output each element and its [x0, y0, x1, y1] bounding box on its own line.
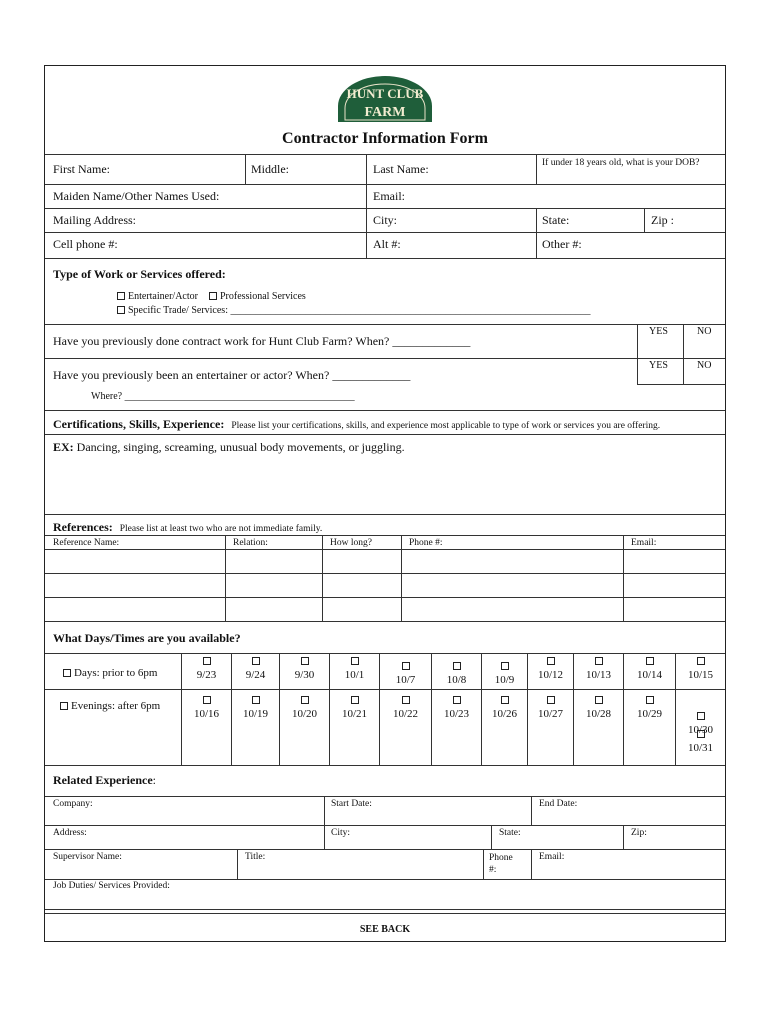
date-label-10-1: 10/1 [344, 669, 365, 681]
q2-where[interactable]: Where? ______________________________________________ [91, 391, 355, 402]
specific-trade-option [117, 305, 590, 316]
date-cell-10-19[interactable] [232, 696, 279, 720]
form-sheet [44, 65, 726, 942]
job-duties-field[interactable]: Job Duties/ Services Provided: [53, 881, 170, 891]
date-cell-10-1[interactable] [330, 657, 379, 681]
q1-no-option[interactable]: NO [697, 326, 712, 337]
job-phone-field[interactable] [489, 852, 513, 876]
date-checkbox-10-30[interactable] [697, 712, 705, 720]
see-back-note: SEE BACK [359, 924, 411, 935]
related-heading-colon: : [152, 773, 156, 787]
professional-checkbox[interactable] [209, 292, 217, 300]
date-cell-10-22[interactable] [380, 696, 431, 720]
entertainer-label: Entertainer/Actor [128, 291, 198, 302]
date-checkbox-10-9[interactable] [501, 662, 509, 670]
date-checkbox-10-26[interactable] [501, 696, 509, 704]
job-zip-field[interactable]: Zip: [631, 828, 647, 838]
references-instructions: Please list at least two who are not immediate family. [119, 524, 323, 534]
cert-example[interactable] [53, 440, 405, 455]
professional-label: Professional Services [219, 291, 306, 302]
date-label-10-16: 10/16 [193, 708, 220, 720]
related-experience-heading [53, 773, 156, 788]
date-checkbox-10-7[interactable] [402, 662, 410, 670]
end-date-field[interactable]: End Date: [539, 799, 578, 809]
ref-col-name: Reference Name: [53, 538, 120, 548]
entertainer-checkbox[interactable] [117, 292, 125, 300]
job-email-field[interactable]: Email: [539, 852, 565, 862]
date-cell-10-26[interactable] [482, 696, 527, 720]
date-checkbox-10-22[interactable] [402, 696, 410, 704]
job-phone-label-1: Phone [489, 853, 513, 863]
date-label-10-23: 10/23 [443, 708, 470, 720]
date-checkbox-10-23[interactable] [453, 696, 461, 704]
start-date-field[interactable]: Start Date: [331, 799, 372, 809]
date-cell-10-15[interactable] [676, 657, 725, 681]
first-name-field[interactable]: First Name: [53, 162, 110, 176]
specific-trade-label[interactable]: Specific Trade/ Services: ________________________________________________________________________ [128, 305, 591, 316]
job-address-field[interactable]: Address: [53, 828, 87, 838]
specific-trade-checkbox[interactable] [117, 306, 125, 314]
date-checkbox-10-28[interactable] [595, 696, 603, 704]
date-checkbox-10-13[interactable] [595, 657, 603, 665]
date-label-10-28: 10/28 [585, 708, 612, 720]
date-checkbox-10-8[interactable] [453, 662, 461, 670]
date-checkbox-10-16[interactable] [203, 696, 211, 704]
supervisor-name-field[interactable]: Supervisor Name: [53, 852, 122, 862]
date-cell-9-24[interactable] [232, 657, 279, 681]
ref-col-relation: Relation: [233, 538, 268, 548]
job-state-field[interactable]: State: [499, 828, 521, 838]
job-city-field[interactable]: City: [331, 828, 351, 838]
email-field[interactable]: Email: [373, 189, 405, 203]
date-label-9-30: 9/30 [294, 669, 315, 681]
references-heading-row [53, 518, 322, 536]
date-cell-10-14[interactable] [624, 657, 675, 681]
availability-heading: What Days/Times are you available? [53, 631, 241, 645]
date-checkbox-10-12[interactable] [547, 657, 555, 665]
other-phone-field[interactable]: Other #: [542, 237, 582, 251]
cert-heading-row [53, 415, 660, 433]
date-label-10-26: 10/26 [491, 708, 518, 720]
date-checkbox-9-23[interactable] [203, 657, 211, 665]
date-label-10-29: 10/29 [636, 708, 663, 720]
days-checkbox[interactable] [63, 669, 71, 677]
job-phone-label-2: #: [489, 865, 497, 875]
alt-phone-field[interactable]: Alt #: [373, 237, 401, 251]
date-checkbox-10-19[interactable] [252, 696, 260, 704]
evenings-checkbox[interactable] [60, 702, 68, 710]
date-cell-9-30[interactable] [280, 657, 329, 681]
date-label-10-12: 10/12 [537, 669, 564, 681]
date-label-10-13: 10/13 [585, 669, 612, 681]
logo-line2: FARM [364, 105, 406, 120]
date-label-10-20: 10/20 [291, 708, 318, 720]
date-cell-10-16[interactable] [182, 696, 231, 720]
cert-instructions: Please list your certifications, skills, and experience most applicable to type of work or services you are offering. [231, 421, 661, 431]
city-field[interactable]: City: [373, 213, 398, 227]
mailing-address-field[interactable]: Mailing Address: [53, 213, 136, 227]
date-cell-10-20[interactable] [280, 696, 329, 720]
date-label-10-30: 10/30 [687, 724, 714, 736]
state-field[interactable]: State: [542, 213, 570, 227]
zip-field[interactable]: Zip : [651, 213, 674, 227]
date-checkbox-10-31[interactable] [697, 730, 705, 738]
date-cell-10-8[interactable] [432, 662, 481, 686]
date-checkbox-10-27[interactable] [547, 696, 555, 704]
date-label-10-9: 10/9 [494, 674, 515, 686]
date-label-10-8: 10/8 [446, 674, 467, 686]
maiden-name-field[interactable]: Maiden Name/Other Names Used: [53, 189, 220, 203]
date-label-10-15: 10/15 [687, 669, 714, 681]
date-checkbox-10-15[interactable] [697, 657, 705, 665]
date-label-10-7: 10/7 [395, 674, 416, 686]
job-title-field[interactable]: Title: [245, 852, 266, 862]
date-cell-10-9[interactable] [482, 662, 527, 686]
date-checkbox-10-21[interactable] [351, 696, 359, 704]
q1-yes-option[interactable]: YES [649, 326, 668, 337]
date-label-10-31: 10/31 [687, 742, 714, 754]
ref-col-email: Email: [631, 538, 657, 548]
ref-col-phone: Phone #: [409, 538, 443, 548]
date-checkbox-10-1[interactable] [351, 657, 359, 665]
date-checkbox-10-20[interactable] [301, 696, 309, 704]
date-cell-10-13[interactable] [574, 657, 623, 681]
days-prior-6pm-option[interactable] [63, 667, 157, 679]
last-name-field[interactable]: Last Name: [373, 162, 429, 176]
date-cell-10-21[interactable] [330, 696, 379, 720]
work-type-options [117, 291, 306, 302]
date-label-10-27: 10/27 [537, 708, 564, 720]
cert-heading: Certifications, Skills, Experience: [53, 417, 225, 431]
cert-example-text: Dancing, singing, screaming, unusual body movements, or juggling. [76, 440, 405, 454]
q1-text: Have you previously done contract work for Hunt Club Farm? When? _____________ [53, 334, 471, 348]
logo-line1: HUNT CLUB [346, 86, 424, 101]
date-checkbox-10-14[interactable] [646, 657, 654, 665]
days-label: Days: prior to 6pm [74, 667, 158, 679]
date-cell-10-12[interactable] [528, 657, 573, 681]
date-label-10-21: 10/21 [341, 708, 368, 720]
date-label-9-24: 9/24 [245, 669, 266, 681]
work-type-heading: Type of Work or Services offered: [53, 267, 226, 281]
date-cell-10-23[interactable] [432, 696, 481, 720]
date-cell-10-29[interactable] [624, 696, 675, 720]
q2-text: Have you previously been an entertainer or actor? When? _____________ [53, 368, 411, 382]
date-checkbox-9-30[interactable] [301, 657, 309, 665]
date-cell-10-7[interactable] [380, 662, 431, 686]
date-label-10-14: 10/14 [636, 669, 663, 681]
date-label-10-19: 10/19 [242, 708, 269, 720]
evenings-label: Evenings: after 6pm [71, 700, 161, 712]
cell-phone-field[interactable]: Cell phone #: [53, 237, 118, 251]
company-field[interactable]: Company: [53, 799, 93, 809]
date-checkbox-10-29[interactable] [646, 696, 654, 704]
q2-yes-option[interactable]: YES [649, 360, 668, 371]
page-title: Contractor Information Form [282, 130, 488, 147]
q2-no-option[interactable]: NO [697, 360, 712, 371]
date-label-10-22: 10/22 [392, 708, 419, 720]
references-heading: References: [53, 520, 113, 534]
evenings-after-6pm-option[interactable] [60, 700, 160, 712]
cert-example-label: EX: [53, 440, 74, 454]
date-cell-10-31[interactable] [676, 730, 725, 754]
dob-field[interactable]: If under 18 years old, what is your DOB? [542, 158, 700, 168]
date-cell-9-23[interactable] [182, 657, 231, 681]
ref-col-how-long: How long? [330, 538, 372, 548]
related-heading-text: Related Experience [53, 773, 153, 787]
date-checkbox-9-24[interactable] [252, 657, 260, 665]
hunt-club-farm-logo [335, 74, 435, 126]
date-cell-10-27[interactable] [528, 696, 573, 720]
date-label-9-23: 9/23 [196, 669, 217, 681]
middle-name-field[interactable]: Middle: [251, 162, 289, 176]
date-cell-10-28[interactable] [574, 696, 623, 720]
